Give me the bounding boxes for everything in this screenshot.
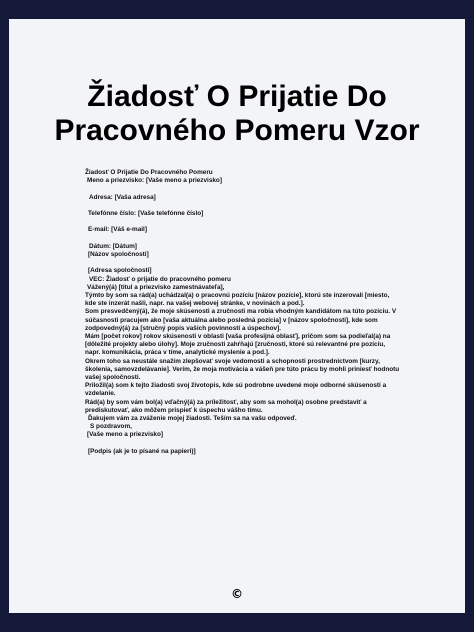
spacer — [75, 185, 400, 193]
title-line-1: Žiadosť O Prijatie Do — [87, 80, 387, 113]
copyright-icon: © — [231, 587, 243, 601]
page-title — [9, 80, 465, 148]
spacer — [75, 235, 400, 243]
letter-date: Dátum: [Dátum] — [89, 242, 137, 250]
sender-phone: Telefónne číslo: [Vaše telefónne číslo] — [88, 209, 204, 217]
letter-subject: VEC: Žiadosť o prijatie do pracovného pomeru — [89, 275, 231, 283]
document-page — [9, 19, 465, 613]
letter-paragraph-1: Týmto by som sa rád(a) uchádzal(a) o pracovnú pozíciu [názov pozície], ktorú ste inzerovali [miesto, kde ste inzerát našli, napr. na vašej webovej stránke, v novinách a pod.]. — [85, 291, 390, 308]
letter-paragraph-5: Priložil(a) som k tejto žiadosti svoj životopis, kde sú podrobne uvedené moje odborné skúsenosti a vzdelanie. — [85, 382, 387, 398]
signature-name: [Vaše meno a priezvisko] — [87, 431, 164, 439]
letter-thanks: Ďakujem vám za zváženie mojej žiadosti. Teším sa na vašu odpoveď. — [88, 415, 297, 423]
letter-closing: S pozdravom, — [90, 423, 132, 431]
letter-body — [75, 169, 400, 456]
sender-name: Meno a priezvisko: [Vaše meno a priezvisko] — [87, 177, 222, 185]
spacer — [75, 202, 400, 210]
sender-address: Adresa: [Vaša adresa] — [89, 193, 156, 201]
spacer — [75, 440, 400, 448]
spacer — [75, 218, 400, 226]
letter-salutation: Vážený(á) [titul a priezvisko zamestnávateľa], — [87, 283, 225, 291]
letter-paragraph-6: Rád(a) by som vám bol(a) vďačný(á) za príležitosť, aby som sa mohol(a) osobne predstaviť a prediskutovať, ako môžem prispieť k úspechu vášho tímu. — [85, 398, 367, 414]
letter-paragraph-2: Som presvedčený(á), že moje skúsenosti a zručnosti ma robia vhodným kandidátom na túto pozíciu. V súčasnosti pracujem ako [vaša aktuálna alebo posledná pozícia] v [názov spoločnosti], kde som zodpovedný(á) za [stručný popis vašich povinností a úspechov]. — [85, 308, 397, 332]
letter-paragraph-4: Okrem toho sa neustále snažím zlepšovať svoje vedomosti a schopnosti prostredníctvom [kurzy, školenia, samovzdelávanie]. Verím, že moja motivácia a vášeň pre túto prácu by mohli priniesť hodnotu vašej spoločnosti. — [85, 357, 400, 381]
title-line-2: Pracovného Pomeru Vzor — [54, 114, 420, 147]
recipient-company-name: [Názov spoločnosti] — [88, 250, 149, 258]
letter-heading: Žiadosť O Prijatie Do Pracovného Pomeru — [85, 169, 213, 176]
signature-line: [Podpis (ak je to písané na papieri)] — [88, 447, 196, 455]
sender-email: E-mail: [Váš e-mail] — [88, 226, 147, 234]
recipient-company-address: [Adresa spoločnosti] — [88, 267, 152, 275]
letter-paragraph-3: Mám [počet rokov] rokov skúsenosti v oblasti [vaša profesijná oblasť], pričom som sa podieľal(a) na [dôležité projekty alebo úlohy]. Moje zručnosti zahŕňajú [zručnosti, ktoré sú relevantné pre pozíciu, napr. komunikácia, práca v tíme, analytické myslenie a pod.]. — [85, 332, 391, 357]
spacer — [75, 259, 400, 267]
